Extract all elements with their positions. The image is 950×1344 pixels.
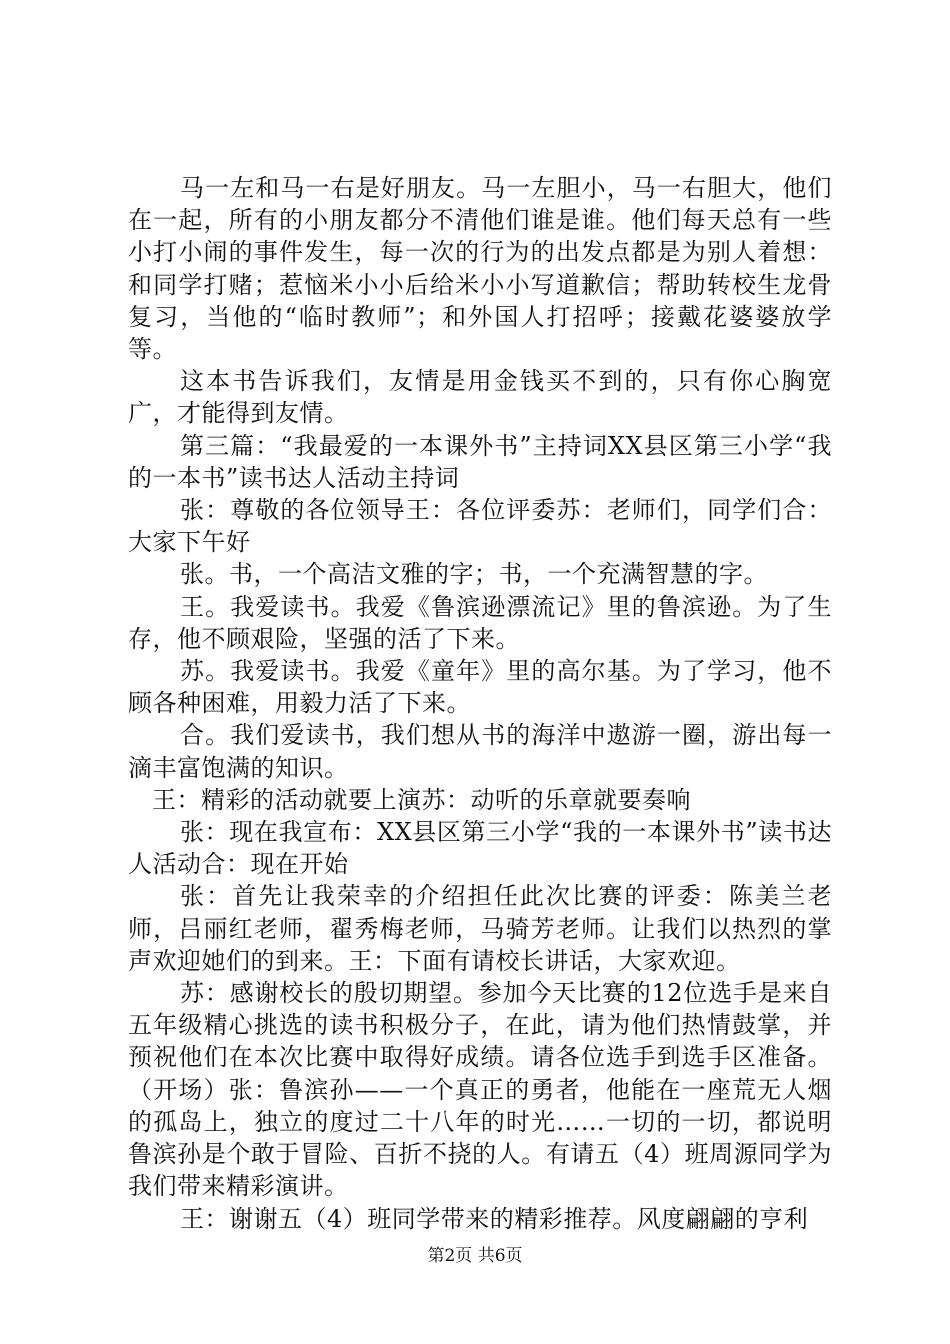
paragraph: 苏：感谢校长的殷切期望。参加今天比赛的12位选手是来自五年级精心挑选的读书积极分子，在此，请为他们热情鼓掌，并预祝他们在本次比赛中取得好成绩。请各位选手到选手区准备。（开场）张：鲁滨孙——一个真正的勇者，他能在一座荒无人烟的孤岛上，独立的度过二十八年的时光……一切的一切，都说明鲁滨孙是个敢于冒险、百折不挠的人。有请五（4）班周源同学为我们带来精彩演讲。: [128, 979, 832, 1201]
paragraph: 王。我爱读书。我爱《鲁滨逊漂流记》里的鲁滨逊。为了生存，他不顾艰险，坚强的活了下来。: [128, 592, 832, 653]
paragraph: 苏。我爱读书。我爱《童年》里的高尔基。为了学习，他不顾各种困难，用毅力活了下来。: [128, 657, 832, 718]
paragraph: 张。书，一个高洁文雅的字；书，一个充满智慧的字。: [180, 560, 768, 589]
paragraph: 张：首先让我荣幸的介绍担任此次比赛的评委：陈美兰老师，吕丽红老师，翟秀梅老师，马骑芳老师。让我们以热烈的掌声欢迎她们的到来。王：下面有请校长讲话，大家欢迎。: [128, 882, 832, 975]
paragraph: 这本书告诉我们，友情是用金钱买不到的，只有你心胸宽广，才能得到友情。: [128, 367, 832, 428]
document-body: [128, 172, 832, 1235]
paragraph: 第三篇：“我最爱的一本课外书”主持词XX县区第三小学“我的一本书”读书达人活动主持词: [128, 431, 832, 492]
paragraph: 张：尊敬的各位领导王：各位评委苏：老师们，同学们合：大家下午好: [128, 496, 832, 557]
paragraph: 马一左和马一右是好朋友。马一左胆小，马一右胆大，他们在一起，所有的小朋友都分不清他们谁是谁。他们每天总有一些小打小闹的事件发生，每一次的行为的出发点都是为别人着想：和同学打赌；惹恼米小小后给米小小写道歉信；帮助转校生龙骨复习，当他的“临时教师”；和外国人打招呼；接戴花婆婆放学等。: [128, 174, 832, 364]
paragraph: 王：精彩的活动就要上演苏：动听的乐章就要奏响: [152, 785, 691, 814]
page-footer: [0, 1241, 950, 1266]
paragraph: 张：现在我宣布：XX县区第三小学“我的一本课外书”读书达人活动合：现在开始: [128, 818, 832, 879]
paragraph: 王：谢谢五（4）班同学带来的精彩推荐。风度翩翩的亨利: [180, 1204, 809, 1233]
page-number-label: 第2页 共6页: [427, 1246, 523, 1266]
paragraph: 合。我们爱读书，我们想从书的海洋中遨游一圈，游出每一滴丰富饱满的知识。: [128, 721, 832, 782]
